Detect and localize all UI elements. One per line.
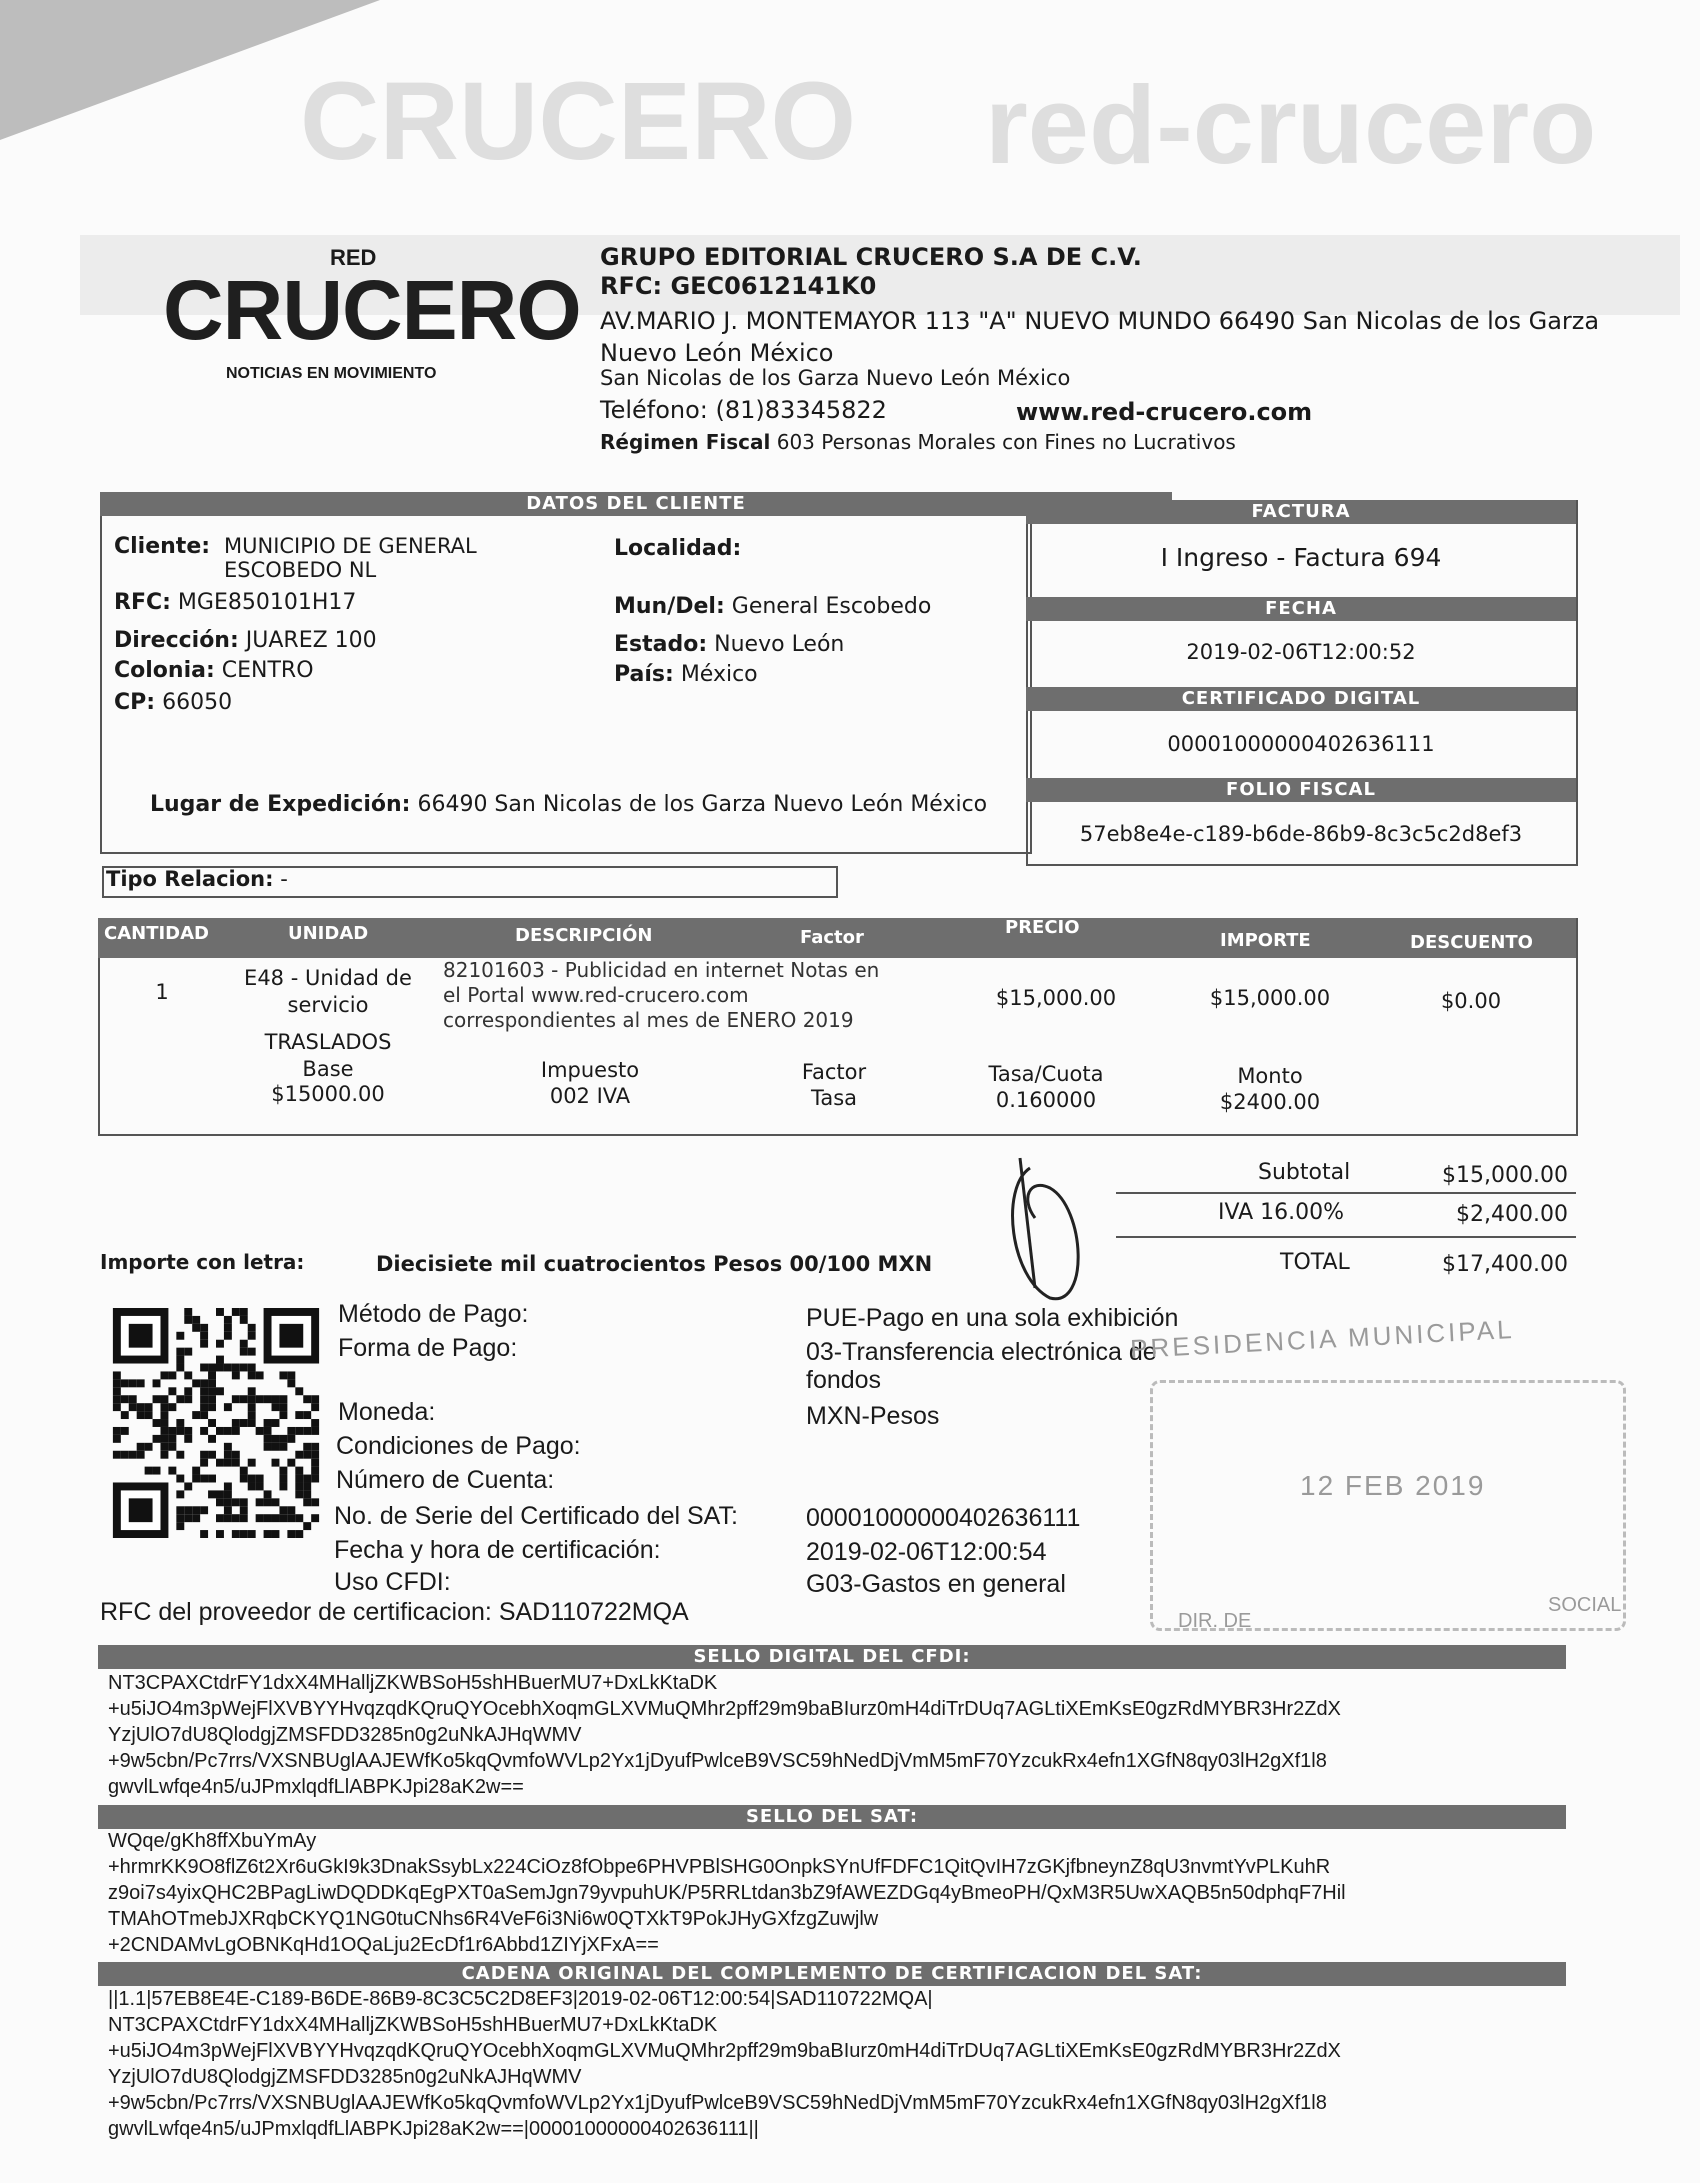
serie-value: 00001000000402636111 — [806, 1504, 1081, 1532]
subtotal-value: $15,000.00 — [1442, 1163, 1568, 1188]
th-descripcion: DESCRIPCIÓN — [515, 925, 653, 946]
forma-value-1: 03-Transferencia electrónica de — [806, 1338, 1157, 1366]
company-regime — [600, 430, 1236, 454]
moneda-value: MXN-Pesos — [806, 1402, 940, 1430]
iva-value: $2,400.00 — [1456, 1202, 1568, 1227]
fecha-cert-value: 2019-02-06T12:00:54 — [806, 1538, 1047, 1566]
tipo-relacion-value: - — [280, 867, 288, 891]
logo-tagline: NOTICIAS EN MOVIMIENTO — [226, 365, 437, 382]
client-rfc-value: MGE850101H17 — [177, 590, 357, 615]
stamp-title: PRESIDENCIA MUNICIPAL — [1129, 1313, 1516, 1365]
sello-cfdi-text: NT3CPAXCtdrFY1dxX4MHalljZKWBSoH5shHBuerMU7+DxLkKtaDK +u5iJO4m3pWejFlXVBYYHvqzqdKQruQYOcebhXoqmGLXVMuQMhr2pff29m9baBIurz0mH4diTrDUq7AGLtiXEmKsE0gzRdMYBR3Hr2ZdX YzjUlO7dU8QlodgjZMSFDD3285n0g2uNkAJHqWMV +9w5cbn/Pc7rrs/VXSNBUglAAJEWfKo5kqQvmfoWVLp2Yx1jDyufPwlceB9VSC59hNedDjVmM5mF70YzcukRx4efn1XGfN8qy03lH2gXf1l8 gwvlLwfqe4n5/uJPmxlqdfLlABPKJpi28aK2w== — [108, 1672, 1341, 1798]
traslados-impuesto-value: 002 IVA — [549, 1084, 631, 1108]
sello-sat-text: WQqe/gKh8ffXbuYmAy +hrmrKK9O8flZ6t2Xr6uGkI9k3DnakSsybLx224CiOz8fObpe6PHVPBlSHG0OnpkSYnUfFDFC1QitQvIH7zGKjfbneynZ8qU3nvmtYvPLKuhR z9oi7s4yixQHC2BPagLiwDQDDKqEgPXT0aSemJgn79yvpuhUK/P5RRLtdan3bZ9fAWEZDGq4yBmeoPH/QxM3R5UwXAQB5n50dphqF7Hil TMAhOTmebJXRqbCKYQ1NG0tuCNhs6R4VeF6i3Ni6w0QTXkT9PokJHyGXfzgZuwjlw +2CNDAMvLgOBNKqHd1OQaLju2EcDf1r6Abbd1ZIYjXFxA== — [108, 1830, 1346, 1956]
company-name: GRUPO EDITORIAL CRUCERO S.A DE C.V. — [600, 243, 1142, 271]
th-precio: PRECIO — [1005, 917, 1080, 938]
fecha-header: FECHA — [1026, 597, 1576, 621]
lugar-label: Lugar de Expedición: — [150, 792, 411, 817]
th-importe: IMPORTE — [1220, 930, 1311, 951]
row-precio: $15,000.00 — [995, 986, 1117, 1010]
traslados-monto-label: Monto — [1237, 1064, 1303, 1088]
mundel-value: General Escobedo — [731, 594, 932, 619]
stamp-border — [1150, 1380, 1626, 1631]
moneda-label: Moneda: — [338, 1398, 436, 1426]
row-descuento: $0.00 — [1440, 989, 1502, 1013]
th-factor: Factor — [800, 927, 864, 948]
company-city: San Nicolas de los Garza Nuevo León México — [600, 366, 1071, 390]
cadena-header: CADENA ORIGINAL DEL COMPLEMENTO DE CERTIFICACION DEL SAT: — [98, 1962, 1566, 1986]
rfc-prov — [100, 1598, 689, 1627]
traslados-tasa-value: 0.160000 — [995, 1088, 1097, 1112]
ghost-logo-left: CRUCERO — [300, 60, 857, 183]
iva-label: IVA 16.00% — [1218, 1200, 1345, 1225]
row-importe: $15,000.00 — [1209, 986, 1331, 1010]
row-cantidad: 1 — [155, 980, 169, 1004]
folio-value: 57eb8e4e-c189-b6de-86b9-8c3c5c2d8ef3 — [1079, 822, 1523, 846]
client-cp — [114, 690, 232, 715]
totals-divider — [1116, 1192, 1576, 1194]
rfc-prov-value: SAD110722MQA — [498, 1598, 689, 1626]
uso-label: Uso CFDI: — [334, 1568, 451, 1596]
serie-label: No. de Serie del Certificado del SAT: — [334, 1502, 738, 1530]
traslados-base-label: Base — [302, 1057, 354, 1081]
totals-divider-2 — [1116, 1236, 1576, 1238]
fecha-value: 2019-02-06T12:00:52 — [1186, 640, 1416, 664]
importe-letra-value: Diecisiete mil cuatrocientos Pesos 00/100 MXN — [376, 1252, 933, 1276]
client-mundel — [614, 594, 931, 619]
subtotal-label: Subtotal — [1258, 1160, 1351, 1185]
rfc-prov-label: RFC del proveedor de certificacion: — [100, 1598, 492, 1626]
factura-header: FACTURA — [1026, 500, 1576, 524]
row-desc-2: el Portal www.red-crucero.com — [443, 983, 749, 1007]
th-cantidad: CANTIDAD — [104, 923, 209, 944]
row-desc-3: correspondientes al mes de ENERO 2019 — [443, 1008, 854, 1032]
handwritten-mark — [990, 1148, 1100, 1318]
traslados-factor-label: Factor — [801, 1060, 867, 1084]
lugar-expedicion — [150, 792, 987, 817]
folio-header: FOLIO FISCAL — [1026, 778, 1576, 802]
cp-value: 66050 — [162, 690, 233, 715]
row-unidad-1: E48 - Unidad de — [244, 966, 412, 990]
colonia-value: CENTRO — [221, 658, 314, 683]
direccion-value: JUAREZ 100 — [245, 628, 377, 653]
pais-value: México — [680, 662, 758, 687]
company-rfc: RFC: GEC0612141K0 — [600, 272, 877, 300]
stamp-date: 12 FEB 2019 — [1300, 1470, 1486, 1501]
condiciones-label: Condiciones de Pago: — [336, 1432, 581, 1460]
ghost-logo-right: red-crucero — [985, 64, 1597, 187]
stamp-bottom-left: DIR. DE — [1178, 1610, 1252, 1632]
sello-cfdi-header: SELLO DIGITAL DEL CFDI: — [98, 1645, 1566, 1669]
traslados-impuesto-label: Impuesto — [540, 1058, 640, 1082]
tipo-relacion — [106, 867, 288, 891]
forma-label: Forma de Pago: — [338, 1334, 518, 1362]
cert-header: CERTIFICADO DIGITAL — [1026, 687, 1576, 711]
total-label: TOTAL — [1280, 1250, 1350, 1275]
mundel-label: Mun/Del: — [614, 594, 725, 619]
cuenta-label: Número de Cuenta: — [336, 1466, 555, 1494]
company-address: AV.MARIO J. MONTEMAYOR 113 "A" NUEVO MUNDO 66490 San Nicolas de los Garza Nuevo León México — [600, 307, 1600, 367]
tipo-relacion-label: Tipo Relacion: — [106, 867, 274, 891]
logo-red: RED — [330, 245, 377, 270]
estado-label: Estado: — [614, 632, 708, 657]
row-unidad-2: servicio — [287, 993, 369, 1017]
lugar-value: 66490 San Nicolas de los Garza Nuevo León México — [417, 792, 988, 817]
sello-sat-header: SELLO DEL SAT: — [98, 1805, 1566, 1829]
client-colonia — [114, 658, 314, 683]
qr-code — [112, 1308, 320, 1538]
client-rfc — [114, 590, 356, 615]
client-direccion — [114, 628, 377, 653]
traslados-title: TRASLADOS — [264, 1030, 392, 1054]
factura-value: I Ingreso - Factura 694 — [1160, 543, 1442, 572]
metodo-label: Método de Pago: — [338, 1300, 529, 1328]
client-pais — [614, 662, 758, 687]
metodo-value: PUE-Pago en una sola exhibición — [806, 1304, 1179, 1332]
cert-value: 00001000000402636111 — [1167, 732, 1435, 756]
th-descuento: DESCUENTO — [1410, 932, 1533, 953]
colonia-label: Colonia: — [114, 658, 215, 683]
row-desc-1: 82101603 - Publicidad en internet Notas en — [443, 958, 880, 982]
importe-letra-label: Importe con letra: — [100, 1250, 305, 1274]
traslados-base-value: $15000.00 — [271, 1082, 385, 1106]
regime-label: Régimen Fiscal — [600, 430, 771, 454]
client-rfc-label: RFC: — [114, 590, 171, 615]
pais-label: País: — [614, 662, 674, 687]
direccion-label: Dirección: — [114, 628, 239, 653]
cliente-field — [114, 534, 210, 559]
forma-value-2: fondos — [806, 1366, 882, 1394]
client-localidad — [614, 536, 741, 561]
fecha-cert-label: Fecha y hora de certificación: — [334, 1536, 661, 1564]
traslados-factor-value: Tasa — [810, 1086, 858, 1110]
cliente-value: MUNICIPIO DE GENERAL — [224, 534, 477, 558]
logo-main: CRUCERO — [163, 263, 581, 357]
cliente-value-2: ESCOBEDO NL — [224, 558, 377, 582]
localidad-label: Localidad: — [614, 536, 742, 561]
client-estado — [614, 632, 844, 657]
client-header: DATOS DEL CLIENTE — [100, 492, 1172, 516]
regime-value: 603 Personas Morales con Fines no Lucrativos — [776, 430, 1236, 454]
cadena-text: ||1.1|57EB8E4E-C189-B6DE-86B9-8C3C5C2D8EF3|2019-02-06T12:00:54|SAD110722MQA| NT3CPAXCtdrFY1dxX4MHalljZKWBSoH5shHBuerMU7+DxLkKtaDK +u5iJO4m3pWejFlXVBYYHvqzqdKQruQYOcebhXoqmGLXVMuQMhr2pff29m9baBIurz0mH4diTrDUq7AGLtiXEmKsE0gzRdMYBR3Hr2ZdX YzjUlO7dU8QlodgjZMSFDD3285n0g2uNkAJHqWMV +9w5cbn/Pc7rrs/VXSNBUglAAJEWfKo5kqQvmfoWVLp2Yx1jDyufPwlceB9VSC59hNedDjVmM5mF70YzcukRx4efn1XGfN8qy03lH2gXf1l8 gwvlLwfqe4n5/uJPmxlqdfLlABPKJpi28aK2w==|00001000000402636111|| — [108, 1988, 1341, 2140]
company-phone: Teléfono: (81)83345822 — [600, 396, 887, 424]
estado-value: Nuevo León — [714, 632, 845, 657]
cliente-label: Cliente: — [114, 534, 211, 559]
cp-label: CP: — [114, 690, 156, 715]
th-unidad: UNIDAD — [288, 923, 369, 944]
total-value: $17,400.00 — [1442, 1252, 1568, 1277]
uso-value: G03-Gastos en general — [806, 1570, 1066, 1598]
company-website: www.red-crucero.com — [1016, 398, 1313, 426]
stamp-bottom-right: SOCIAL — [1548, 1594, 1622, 1616]
traslados-monto-value: $2400.00 — [1219, 1090, 1321, 1114]
traslados-tasa-label: Tasa/Cuota — [988, 1062, 1104, 1086]
